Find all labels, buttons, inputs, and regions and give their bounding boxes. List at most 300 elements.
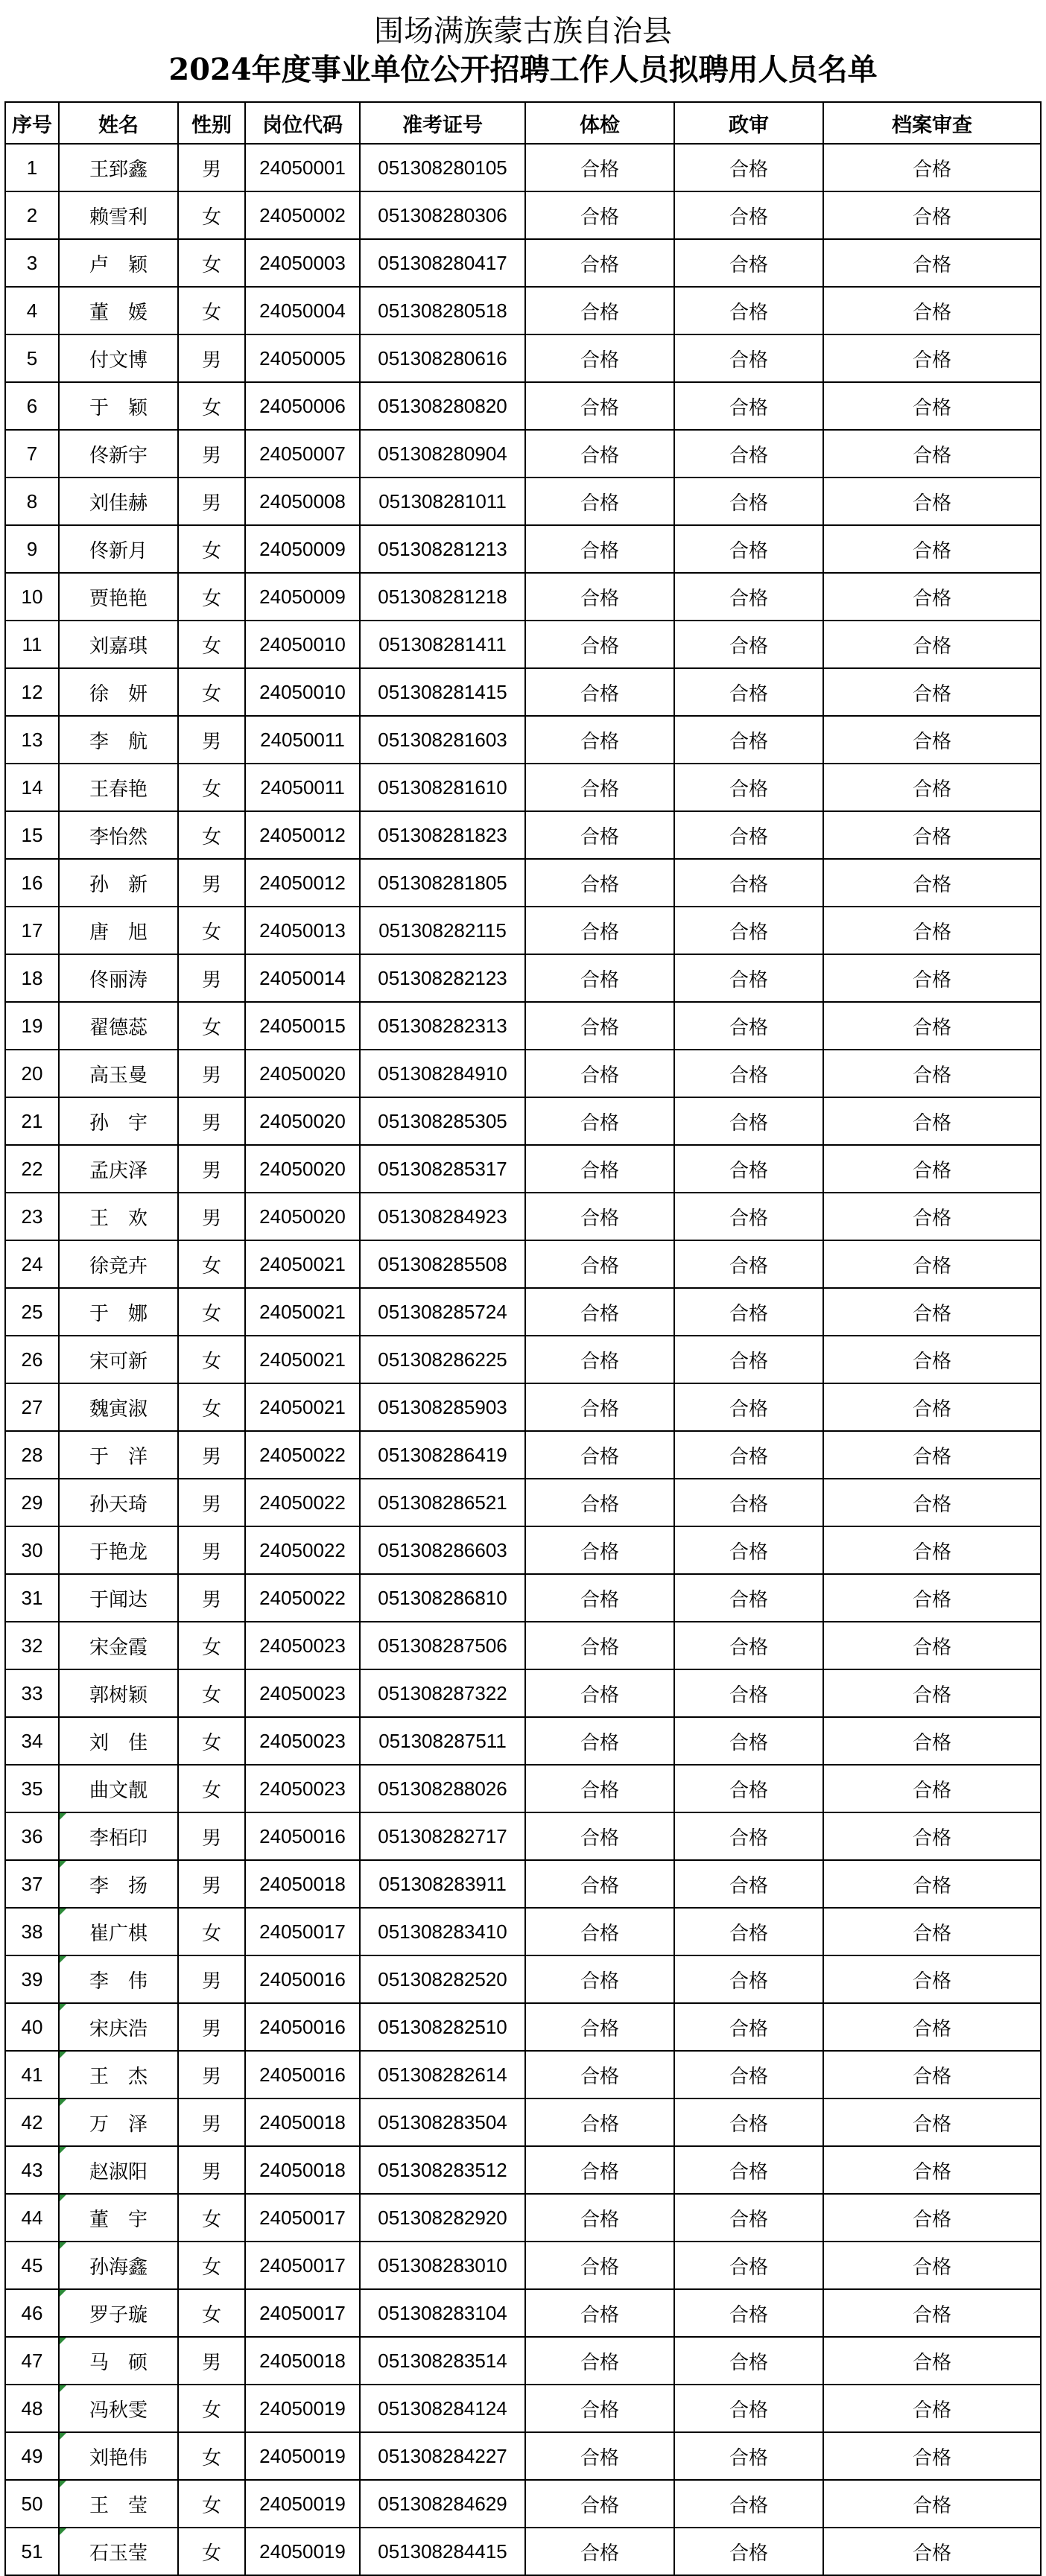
cell-index: 20 xyxy=(5,1050,59,1097)
cell-gender: 男 xyxy=(178,2146,245,2194)
cell-post-code: 24050011 xyxy=(245,716,360,764)
cell-name-text: 董 宇 xyxy=(89,2208,148,2231)
cell-physical-exam: 合格 xyxy=(525,2289,674,2337)
cell-post-code: 24050001 xyxy=(245,144,360,191)
cell-political-review: 合格 xyxy=(674,430,823,478)
cell-name-text: 崔广棋 xyxy=(89,1922,148,1945)
cell-file-review: 合格 xyxy=(823,1097,1041,1145)
table-row xyxy=(5,239,1041,287)
cell-physical-exam: 合格 xyxy=(525,1812,674,1860)
cell-gender: 女 xyxy=(178,2194,245,2242)
cell-post-code: 24050021 xyxy=(245,1240,360,1288)
table-row xyxy=(5,764,1041,811)
cell-index: 7 xyxy=(5,430,59,478)
document-title xyxy=(0,0,1046,103)
cell-name-text: 赵淑阳 xyxy=(89,2160,148,2183)
cell-flag-marker xyxy=(60,2052,66,2058)
table-row xyxy=(5,716,1041,764)
cell-post-code: 24050015 xyxy=(245,1002,360,1050)
cell-post-code: 24050020 xyxy=(245,1145,360,1193)
cell-name: 佟新宇 xyxy=(59,430,178,478)
cell-name: 于 颖 xyxy=(59,382,178,430)
cell-index: 2 xyxy=(5,191,59,239)
cell-index: 36 xyxy=(5,1812,59,1860)
cell-name-text: 万 泽 xyxy=(89,2113,148,2136)
cell-index: 46 xyxy=(5,2289,59,2337)
cell-name: 郭树颖 xyxy=(59,1669,178,1717)
cell-index: 8 xyxy=(5,478,59,525)
cell-physical-exam: 合格 xyxy=(525,334,674,382)
cell-file-review: 合格 xyxy=(823,1240,1041,1288)
cell-ticket-number: 051308286419 xyxy=(360,1431,525,1479)
cell-file-review: 合格 xyxy=(823,2528,1041,2575)
cell-post-code: 24050002 xyxy=(245,191,360,239)
cell-post-code: 24050021 xyxy=(245,1336,360,1383)
cell-gender: 男 xyxy=(178,2098,245,2146)
cell-flag-marker xyxy=(60,2338,66,2344)
cell-ticket-number: 051308287511 xyxy=(360,1717,525,1765)
cell-post-code: 24050022 xyxy=(245,1526,360,1574)
table-row xyxy=(5,1622,1041,1669)
cell-flag-marker xyxy=(60,2242,66,2249)
cell-file-review: 合格 xyxy=(823,525,1041,573)
cell-name: 卢 颖 xyxy=(59,239,178,287)
cell-index: 17 xyxy=(5,907,59,954)
table-row xyxy=(5,191,1041,239)
cell-post-code: 24050021 xyxy=(245,1288,360,1336)
cell-political-review: 合格 xyxy=(674,1812,823,1860)
cell-name xyxy=(59,2098,178,2146)
cell-ticket-number: 051308282717 xyxy=(360,1812,525,1860)
cell-physical-exam: 合格 xyxy=(525,811,674,859)
cell-physical-exam: 合格 xyxy=(525,907,674,954)
cell-post-code: 24050010 xyxy=(245,621,360,668)
cell-physical-exam: 合格 xyxy=(525,1431,674,1479)
cell-file-review: 合格 xyxy=(823,668,1041,716)
cell-name-text: 罗子璇 xyxy=(89,2303,148,2326)
table-row xyxy=(5,382,1041,430)
cell-index: 28 xyxy=(5,1431,59,1479)
cell-ticket-number: 051308283010 xyxy=(360,2242,525,2289)
cell-name: 魏寅淑 xyxy=(59,1383,178,1431)
table-row xyxy=(5,1908,1041,1955)
cell-name: 王春艳 xyxy=(59,764,178,811)
cell-gender: 女 xyxy=(178,1240,245,1288)
cell-index: 30 xyxy=(5,1526,59,1574)
cell-physical-exam: 合格 xyxy=(525,1050,674,1097)
cell-index: 3 xyxy=(5,239,59,287)
cell-flag-marker xyxy=(60,1813,66,1820)
cell-gender: 女 xyxy=(178,811,245,859)
cell-file-review: 合格 xyxy=(823,716,1041,764)
cell-name-text: 石玉莹 xyxy=(89,2542,148,2565)
table-row xyxy=(5,430,1041,478)
cell-name: 李怡然 xyxy=(59,811,178,859)
cell-physical-exam: 合格 xyxy=(525,144,674,191)
table-row xyxy=(5,1717,1041,1765)
cell-physical-exam: 合格 xyxy=(525,1526,674,1574)
cell-ticket-number: 051308286225 xyxy=(360,1336,525,1383)
cell-file-review: 合格 xyxy=(823,2289,1041,2337)
cell-ticket-number: 051308283104 xyxy=(360,2289,525,2337)
cell-political-review: 合格 xyxy=(674,1145,823,1193)
header-ticket-number: 准考证号 xyxy=(360,102,525,144)
table-row xyxy=(5,907,1041,954)
cell-file-review: 合格 xyxy=(823,1288,1041,1336)
cell-gender: 女 xyxy=(178,191,245,239)
cell-political-review: 合格 xyxy=(674,478,823,525)
cell-file-review: 合格 xyxy=(823,2480,1041,2528)
cell-physical-exam: 合格 xyxy=(525,382,674,430)
cell-file-review: 合格 xyxy=(823,1145,1041,1193)
table-row xyxy=(5,1574,1041,1622)
cell-name: 曲文靓 xyxy=(59,1765,178,1812)
cell-file-review: 合格 xyxy=(823,1193,1041,1240)
cell-political-review: 合格 xyxy=(674,1574,823,1622)
cell-name: 刘佳赫 xyxy=(59,478,178,525)
cell-gender: 女 xyxy=(178,1002,245,1050)
cell-post-code: 24050022 xyxy=(245,1574,360,1622)
cell-flag-marker xyxy=(60,2385,66,2392)
cell-index: 43 xyxy=(5,2146,59,2194)
cell-gender: 男 xyxy=(178,1812,245,1860)
cell-post-code: 24050016 xyxy=(245,2051,360,2098)
cell-index: 51 xyxy=(5,2528,59,2575)
cell-ticket-number: 051308281213 xyxy=(360,525,525,573)
cell-political-review: 合格 xyxy=(674,1336,823,1383)
table-row xyxy=(5,573,1041,621)
cell-name xyxy=(59,1812,178,1860)
cell-name xyxy=(59,2385,178,2432)
table-row xyxy=(5,1336,1041,1383)
cell-file-review: 合格 xyxy=(823,430,1041,478)
cell-name: 佟丽涛 xyxy=(59,954,178,1002)
cell-physical-exam: 合格 xyxy=(525,2194,674,2242)
cell-index: 9 xyxy=(5,525,59,573)
cell-physical-exam: 合格 xyxy=(525,764,674,811)
cell-name: 于 娜 xyxy=(59,1288,178,1336)
cell-file-review: 合格 xyxy=(823,1765,1041,1812)
table-row xyxy=(5,811,1041,859)
table-row xyxy=(5,1812,1041,1860)
cell-index: 19 xyxy=(5,1002,59,1050)
table-row xyxy=(5,2242,1041,2289)
cell-ticket-number: 051308281411 xyxy=(360,621,525,668)
cell-post-code: 24050021 xyxy=(245,1383,360,1431)
cell-file-review: 合格 xyxy=(823,2385,1041,2432)
cell-ticket-number: 051308280616 xyxy=(360,334,525,382)
cell-flag-marker xyxy=(60,2528,66,2535)
cell-gender: 男 xyxy=(178,1097,245,1145)
cell-political-review: 合格 xyxy=(674,191,823,239)
table-row xyxy=(5,1193,1041,1240)
cell-file-review: 合格 xyxy=(823,1717,1041,1765)
cell-post-code: 24050017 xyxy=(245,2289,360,2337)
cell-gender: 男 xyxy=(178,1193,245,1240)
cell-post-code: 24050018 xyxy=(245,2337,360,2385)
cell-index: 10 xyxy=(5,573,59,621)
cell-index: 26 xyxy=(5,1336,59,1383)
cell-index: 4 xyxy=(5,287,59,334)
cell-political-review: 合格 xyxy=(674,1002,823,1050)
cell-post-code: 24050019 xyxy=(245,2528,360,2575)
cell-physical-exam: 合格 xyxy=(525,1288,674,1336)
cell-post-code: 24050019 xyxy=(245,2480,360,2528)
personnel-table xyxy=(4,101,1042,2576)
header-file-review: 档案审查 xyxy=(823,102,1041,144)
table-row xyxy=(5,2289,1041,2337)
cell-political-review: 合格 xyxy=(674,1240,823,1288)
header-index: 序号 xyxy=(5,102,59,144)
table-row xyxy=(5,334,1041,382)
cell-physical-exam: 合格 xyxy=(525,1860,674,1908)
cell-gender: 男 xyxy=(178,1145,245,1193)
table-row xyxy=(5,1955,1041,2003)
cell-political-review: 合格 xyxy=(674,1955,823,2003)
cell-file-review: 合格 xyxy=(823,144,1041,191)
cell-physical-exam: 合格 xyxy=(525,1002,674,1050)
cell-flag-marker xyxy=(60,2433,66,2440)
cell-name: 宋可新 xyxy=(59,1336,178,1383)
cell-gender: 女 xyxy=(178,621,245,668)
cell-flag-marker xyxy=(60,2290,66,2297)
cell-gender: 女 xyxy=(178,1765,245,1812)
cell-ticket-number: 051308280820 xyxy=(360,382,525,430)
cell-political-review: 合格 xyxy=(674,382,823,430)
cell-physical-exam: 合格 xyxy=(525,621,674,668)
cell-political-review: 合格 xyxy=(674,621,823,668)
cell-name: 贾艳艳 xyxy=(59,573,178,621)
cell-post-code: 24050009 xyxy=(245,573,360,621)
cell-flag-marker xyxy=(60,2004,66,2011)
cell-index: 39 xyxy=(5,1955,59,2003)
cell-ticket-number: 051308282510 xyxy=(360,2003,525,2051)
cell-file-review: 合格 xyxy=(823,2337,1041,2385)
cell-ticket-number: 051308284923 xyxy=(360,1193,525,1240)
cell-file-review: 合格 xyxy=(823,1383,1041,1431)
cell-ticket-number: 051308283514 xyxy=(360,2337,525,2385)
cell-gender: 女 xyxy=(178,1383,245,1431)
cell-index: 29 xyxy=(5,1479,59,1526)
cell-political-review: 合格 xyxy=(674,144,823,191)
cell-political-review: 合格 xyxy=(674,525,823,573)
cell-name: 付文博 xyxy=(59,334,178,382)
cell-name-text: 刘艳伟 xyxy=(89,2446,148,2469)
cell-gender: 女 xyxy=(178,573,245,621)
cell-post-code: 24050018 xyxy=(245,2146,360,2194)
cell-ticket-number: 051308281603 xyxy=(360,716,525,764)
cell-ticket-number: 051308283410 xyxy=(360,1908,525,1955)
cell-physical-exam: 合格 xyxy=(525,239,674,287)
cell-flag-marker xyxy=(60,1861,66,1868)
cell-file-review: 合格 xyxy=(823,764,1041,811)
cell-physical-exam: 合格 xyxy=(525,287,674,334)
cell-physical-exam: 合格 xyxy=(525,2385,674,2432)
cell-post-code: 24050018 xyxy=(245,2098,360,2146)
cell-political-review: 合格 xyxy=(674,1193,823,1240)
cell-ticket-number: 051308283504 xyxy=(360,2098,525,2146)
cell-political-review: 合格 xyxy=(674,2337,823,2385)
cell-file-review: 合格 xyxy=(823,1955,1041,2003)
cell-political-review: 合格 xyxy=(674,2098,823,2146)
cell-gender: 男 xyxy=(178,1526,245,1574)
cell-post-code: 24050011 xyxy=(245,764,360,811)
cell-index: 45 xyxy=(5,2242,59,2289)
table-row xyxy=(5,668,1041,716)
cell-ticket-number: 051308285305 xyxy=(360,1097,525,1145)
cell-file-review: 合格 xyxy=(823,2003,1041,2051)
cell-post-code: 24050012 xyxy=(245,859,360,907)
cell-file-review: 合格 xyxy=(823,1812,1041,1860)
cell-file-review: 合格 xyxy=(823,2146,1041,2194)
cell-physical-exam: 合格 xyxy=(525,668,674,716)
cell-gender: 女 xyxy=(178,382,245,430)
cell-gender: 女 xyxy=(178,668,245,716)
cell-name-text: 冯秋雯 xyxy=(89,2399,148,2422)
cell-name: 李 航 xyxy=(59,716,178,764)
cell-physical-exam: 合格 xyxy=(525,1193,674,1240)
table-row xyxy=(5,1145,1041,1193)
cell-ticket-number: 051308280904 xyxy=(360,430,525,478)
cell-gender: 男 xyxy=(178,334,245,382)
cell-index: 50 xyxy=(5,2480,59,2528)
cell-political-review: 合格 xyxy=(674,907,823,954)
cell-ticket-number: 051308285724 xyxy=(360,1288,525,1336)
cell-name-text: 马 硕 xyxy=(89,2351,148,2374)
cell-file-review: 合格 xyxy=(823,2242,1041,2289)
cell-gender: 女 xyxy=(178,525,245,573)
cell-political-review: 合格 xyxy=(674,1860,823,1908)
cell-file-review: 合格 xyxy=(823,191,1041,239)
cell-physical-exam: 合格 xyxy=(525,1097,674,1145)
cell-flag-marker xyxy=(60,2481,66,2487)
cell-political-review: 合格 xyxy=(674,1669,823,1717)
cell-name xyxy=(59,2432,178,2480)
cell-political-review: 合格 xyxy=(674,1765,823,1812)
cell-post-code: 24050016 xyxy=(245,2003,360,2051)
cell-file-review: 合格 xyxy=(823,2432,1041,2480)
cell-political-review: 合格 xyxy=(674,1717,823,1765)
cell-gender: 女 xyxy=(178,907,245,954)
cell-gender: 女 xyxy=(178,2480,245,2528)
cell-index: 5 xyxy=(5,334,59,382)
cell-name-text: 王 杰 xyxy=(89,2065,148,2088)
cell-political-review: 合格 xyxy=(674,2289,823,2337)
cell-name: 孙 宇 xyxy=(59,1097,178,1145)
cell-political-review: 合格 xyxy=(674,1431,823,1479)
cell-post-code: 24050023 xyxy=(245,1669,360,1717)
cell-gender: 女 xyxy=(178,1908,245,1955)
header-gender: 性别 xyxy=(178,102,245,144)
cell-post-code: 24050017 xyxy=(245,2194,360,2242)
header-post-code: 岗位代码 xyxy=(245,102,360,144)
table-body xyxy=(5,144,1041,2575)
table-row xyxy=(5,1526,1041,1574)
cell-political-review: 合格 xyxy=(674,1908,823,1955)
cell-name xyxy=(59,2003,178,2051)
cell-name: 于艳龙 xyxy=(59,1526,178,1574)
cell-gender: 女 xyxy=(178,1669,245,1717)
cell-file-review: 合格 xyxy=(823,1002,1041,1050)
table-row xyxy=(5,478,1041,525)
cell-physical-exam: 合格 xyxy=(525,1717,674,1765)
table-row xyxy=(5,2146,1041,2194)
header-political-review: 政审 xyxy=(674,102,823,144)
cell-name-text: 宋庆浩 xyxy=(89,2017,148,2040)
cell-ticket-number: 051308280417 xyxy=(360,239,525,287)
cell-gender: 男 xyxy=(178,2051,245,2098)
cell-name: 王郅鑫 xyxy=(59,144,178,191)
table-row xyxy=(5,1050,1041,1097)
cell-name: 孙 新 xyxy=(59,859,178,907)
cell-name xyxy=(59,1860,178,1908)
cell-post-code: 24050010 xyxy=(245,668,360,716)
cell-physical-exam: 合格 xyxy=(525,2528,674,2575)
cell-political-review: 合格 xyxy=(674,2051,823,2098)
cell-ticket-number: 051308281011 xyxy=(360,478,525,525)
cell-flag-marker xyxy=(60,2195,66,2201)
cell-ticket-number: 051308282115 xyxy=(360,907,525,954)
cell-physical-exam: 合格 xyxy=(525,1574,674,1622)
cell-index: 47 xyxy=(5,2337,59,2385)
cell-political-review: 合格 xyxy=(674,1288,823,1336)
cell-name: 赖雪利 xyxy=(59,191,178,239)
cell-index: 37 xyxy=(5,1860,59,1908)
cell-name xyxy=(59,2051,178,2098)
cell-index: 14 xyxy=(5,764,59,811)
title-line-1: 围场满族蒙古族自治县 xyxy=(374,14,672,48)
cell-gender: 女 xyxy=(178,2385,245,2432)
table-row xyxy=(5,2385,1041,2432)
cell-file-review: 合格 xyxy=(823,1479,1041,1526)
cell-post-code: 24050022 xyxy=(245,1479,360,1526)
table-row xyxy=(5,1240,1041,1288)
cell-political-review: 合格 xyxy=(674,954,823,1002)
cell-index: 6 xyxy=(5,382,59,430)
table-row xyxy=(5,2003,1041,2051)
cell-file-review: 合格 xyxy=(823,239,1041,287)
cell-political-review: 合格 xyxy=(674,1622,823,1669)
cell-ticket-number: 051308288026 xyxy=(360,1765,525,1812)
cell-ticket-number: 051308286521 xyxy=(360,1479,525,1526)
cell-ticket-number: 051308281805 xyxy=(360,859,525,907)
cell-gender: 男 xyxy=(178,716,245,764)
cell-physical-exam: 合格 xyxy=(525,573,674,621)
cell-gender: 男 xyxy=(178,1431,245,1479)
cell-index: 34 xyxy=(5,1717,59,1765)
cell-political-review: 合格 xyxy=(674,811,823,859)
table-header-row xyxy=(5,102,1041,144)
cell-index: 32 xyxy=(5,1622,59,1669)
cell-file-review: 合格 xyxy=(823,2098,1041,2146)
cell-post-code: 24050004 xyxy=(245,287,360,334)
cell-physical-exam: 合格 xyxy=(525,954,674,1002)
cell-post-code: 24050017 xyxy=(245,2242,360,2289)
table-row xyxy=(5,859,1041,907)
cell-file-review: 合格 xyxy=(823,382,1041,430)
cell-post-code: 24050020 xyxy=(245,1097,360,1145)
cell-flag-marker xyxy=(60,2099,66,2106)
cell-post-code: 24050014 xyxy=(245,954,360,1002)
cell-ticket-number: 051308284910 xyxy=(360,1050,525,1097)
cell-ticket-number: 051308281415 xyxy=(360,668,525,716)
cell-name xyxy=(59,2146,178,2194)
cell-gender: 男 xyxy=(178,954,245,1002)
cell-gender: 男 xyxy=(178,2003,245,2051)
cell-political-review: 合格 xyxy=(674,2003,823,2051)
cell-gender: 女 xyxy=(178,287,245,334)
cell-post-code: 24050007 xyxy=(245,430,360,478)
